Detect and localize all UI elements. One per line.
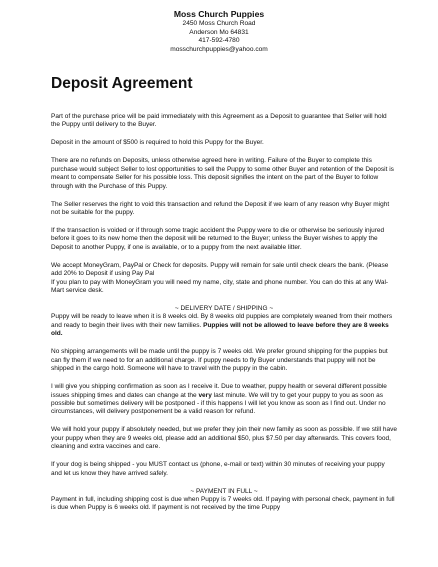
ready-to-leave-text: Puppy will be ready to leave when it is 8 weeks old. By 8 weeks old puppies are completely weaned from their mothers and ready to begin their lives with their new families. — [51, 313, 393, 329]
paragraph-voided-transaction: If the transaction is voided or if through some tragic accident the Puppy were to die or otherwise be seriously injured before it goes to its new home then the deposit will be returned to the Buyer; unless the Buyer wishes to apply the Deposit to another Puppy, if one is available, or to a puppy from the next available litter. — [51, 227, 385, 251]
paragraph-deposit-amount: Deposit in the amount of $500 is required to hold this Puppy for the Buyer. — [51, 139, 264, 147]
paragraph-seller-rights: The Seller reserves the right to void this transaction and refund the Deposit if we learn of any reason why Buyer might not be suitable for the puppy. — [51, 200, 390, 217]
paragraph-ready-to-leave — [51, 313, 397, 338]
shipping-confirmation-text-2: last minute. We will try to get your puppy to you as soon as possible but sometimes delivery will be postponed - if this happens I will let you know as soon as I find out. Under no circumstances, will delivery postponement be a valid reason for refund. — [51, 391, 386, 416]
business-address-line2: Anderson Mo 64831 — [189, 28, 249, 36]
shipping-confirmation-text-1: I will give you shipping confirmation as soon as I receive it. Due to weather, puppy health or several different possible issues shipping times and dates can change at the — [51, 383, 387, 399]
paragraph-payment-in-full: Payment in full, including shipping cost is due when Puppy is 7 weeks old. If paying with personal check, payment in full is due when Puppy is 6 weeks old. If payment is not received by the time Puppy — [51, 495, 395, 512]
document-title: Deposit Agreement — [51, 75, 193, 92]
business-phone: 417-592-4780 — [198, 37, 240, 45]
delivery-shipping-heading: ~ DELIVERY DATE / SHIPPING ~ — [174, 305, 274, 313]
agreement-body — [51, 113, 397, 522]
paragraph-shipping-arrangements: No shipping arrangements will be made until the puppy is 7 weeks old. We prefer ground shipping for the puppies but can fly them if we need to for an additional charge. If puppy needs to fly Buyer understands that puppy will not be shipped in the cargo hold. Someone will have to travel with the puppy in the cabin. — [51, 348, 388, 373]
business-address-line1: 2450 Moss Church Road — [182, 20, 256, 27]
paragraph-hold-puppy: We will hold your puppy if absolutely needed, but we prefer they join their new family as soon as possible. If we still have your puppy when they are 9 weeks old, please add an additional $50, plus $7.50 per day afterwards. This covers food, cleaning and extra vaccines and care. — [51, 426, 398, 451]
paragraph-contact-on-arrival: If your dog is being shipped - you MUST contact us (phone, e-mail or text) within 30 minutes of receiving your puppy and let us know they have arrived safely. — [51, 461, 385, 477]
paragraph-hold-until-delivery: Part of the purchase price will be paid immediately with this Agreement as a Deposit to guarantee that Seller will hold the Puppy until delivery to the Buyer. — [51, 113, 387, 129]
paragraph-no-refunds: There are no refunds on Deposits, unless otherwise agreed here in writing. Failure of the Buyer to complete this purchase would subject Seller to lost opportunities to sell the Puppy to some other Buyer and retention of the Deposit is meant to compensate Seller for his possible loss. This deposit signifies the intent on the part of the Buyer to follow through with the Purchase of this Puppy. — [51, 157, 394, 190]
letterhead — [0, 9, 438, 54]
business-name: Moss Church Puppies — [173, 9, 265, 19]
business-email: mosschurchpuppies@yahoo.com — [170, 45, 268, 53]
paragraph-payment-methods: We accept MoneyGram, PayPal or Check for deposits. Puppy will remain for sale until check clears the bank. (Please add 20% to Deposit if using Pay Pal — [51, 261, 389, 278]
paragraph-moneygram-info: If you plan to pay with MoneyGram you will need my name, city, state and phone number. You can do this at any Wal-Mart service desk. — [51, 278, 389, 295]
payment-in-full-heading: ~ PAYMENT IN FULL ~ — [190, 487, 258, 495]
ready-to-leave-bold-text: Puppies will not be allowed to leave before they are 8 weeks old. — [51, 321, 389, 338]
shipping-confirmation-emphasis: very — [198, 391, 212, 399]
paragraph-shipping-confirmation — [51, 383, 397, 417]
